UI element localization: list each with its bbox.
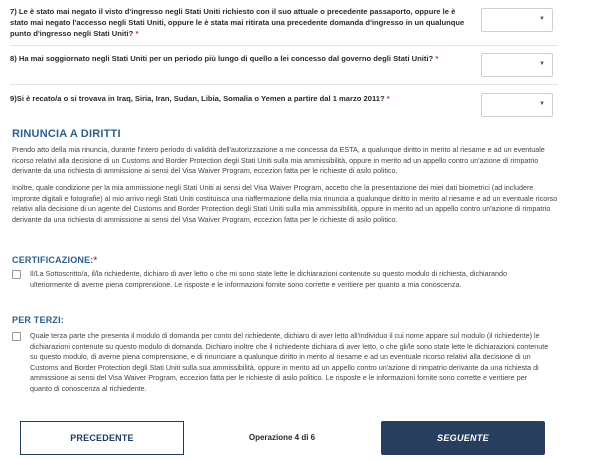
question-8 — [10, 53, 470, 64]
third-party-checkbox[interactable] — [12, 332, 21, 341]
waiver-paragraph-1: Prendo atto della mia rinuncia, durante l'intero periodo di validità dell'autorizzazione a me concessa da ESTA, a qualunque diritto in merito al riesame e ad un eventuale ricorso relativi alla decisione di un Customs and Border Protection degli Stati Uniti sulla mia ammissibilità, oppure in merito ad un appello contro un'azione di rimpatrio derivante da una richiesta di ammissione ai sensi del Visa Waiver Program, eccezion fatta per le richieste di asilo politico. — [12, 145, 545, 176]
third-party-title: PER TERZI: — [12, 315, 65, 325]
previous-button[interactable]: PRECEDENTE — [20, 421, 184, 455]
question-9-select[interactable] — [481, 93, 553, 117]
step-indicator: Operazione 4 di 6 — [248, 433, 316, 442]
waiver-paragraph-2: Inoltre, quale condizione per la mia ammissione negli Stati Uniti ai sensi del Visa Waiver Program, accetto che la presentazione dei miei dati biometrici (ad includere impronte digitali e fotografie) al mio arrivo negli Stati Uniti costituisca una riaffermazione della mia rinuncia a qualunque diritto in merito al riesame e ad un eventuale ricorso relativi alla decisione di un agente del Customs and Border Protection degli Stati Uniti sulla mia ammissibilità, oppure in merito ad un appello contro un'azione di rimpatrio derivante da una richiesta di ammissione ai sensi del Visa Waiver Program, eccezion fatta per le richieste di asilo politico. — [12, 183, 558, 224]
next-button[interactable]: SEGUENTE — [381, 421, 545, 455]
question-9 — [10, 93, 470, 104]
caret-down-icon: ▼ — [539, 16, 545, 22]
divider — [10, 84, 558, 85]
divider — [10, 45, 558, 46]
question-9-text: 9)Si è recato/a o si trovava in Iraq, Siria, Iran, Sudan, Libia, Somalia o Yemen a partire dal 1 marzo 2011? — [10, 94, 385, 103]
third-party-row — [12, 331, 558, 416]
certification-title — [12, 255, 97, 265]
required-marker: * — [135, 29, 139, 38]
caret-down-icon: ▼ — [539, 61, 545, 67]
third-party-text: Quale terza parte che presenta il modulo di domanda per conto del richiedente, dichiaro di aver letto all'individuo il cui nome appare sul modulo (il richiedente) le dichiarazioni contenute su questo modulo di domanda. Dichiaro inoltre che il richiedente dichiara di aver letto, o che gli/le sono state lette le dichiarazioni contenute su questo modulo, di averne piena comprensione, e di rinunciare a qualunque diritto in merito al riesame e ad un eventuale ricorso relativi alla decisione di un Customs and Border Protection degli Stati Uniti sulla sua ammissibilità, oppure in merito ad un appello contro un'azione di rimpatrio derivante da una richiesta di ammissione ai sensi del Visa Waiver Program, eccezion fatta per le richieste di asilo politico. Le risposte e le informazioni fornite sono corrette e veritiere per quanto di conoscenza al richiedente. — [30, 331, 549, 393]
question-8-select[interactable] — [481, 53, 553, 77]
caret-down-icon: ▼ — [539, 101, 545, 107]
required-marker: * — [93, 255, 98, 265]
question-7 — [10, 6, 470, 39]
question-7-text: 7) Le è stato mai negato il visto d'ingresso negli Stati Uniti richiesto con il suo attuale o precedente passaporto, oppure le è stato mai negato l'accesso negli Stati Uniti, oppure le è stata mai ritirata una precedente domanda d'ingresso in un qualunque punto d'ingresso negli Stati Uniti? — [10, 7, 465, 38]
question-8-text: 8) Ha mai soggiornato negli Stati Uniti per un periodo più lungo di quello a lei concesso dal governo degli Stati Uniti? — [10, 54, 434, 63]
waiver-title: RINUNCIA A DIRITTI — [12, 128, 121, 140]
required-marker: * — [435, 54, 439, 63]
certification-checkbox[interactable] — [12, 270, 21, 279]
certification-text: Il/La Sottoscritto/a, il/la richiedente, dichiaro di aver letto o che mi sono state lette le dichiarazioni contenute su questo modulo di richiesta, dichiarando ulteriormente di averne piena comprensione. Le risposte e le informazioni fornite sono corrette e veritiere per quanto a mia conoscenza. — [30, 269, 508, 289]
certification-title-text: CERTIFICAZIONE: — [12, 255, 94, 265]
certification-row — [12, 269, 558, 309]
required-marker: * — [386, 94, 390, 103]
question-7-select[interactable] — [481, 8, 553, 32]
